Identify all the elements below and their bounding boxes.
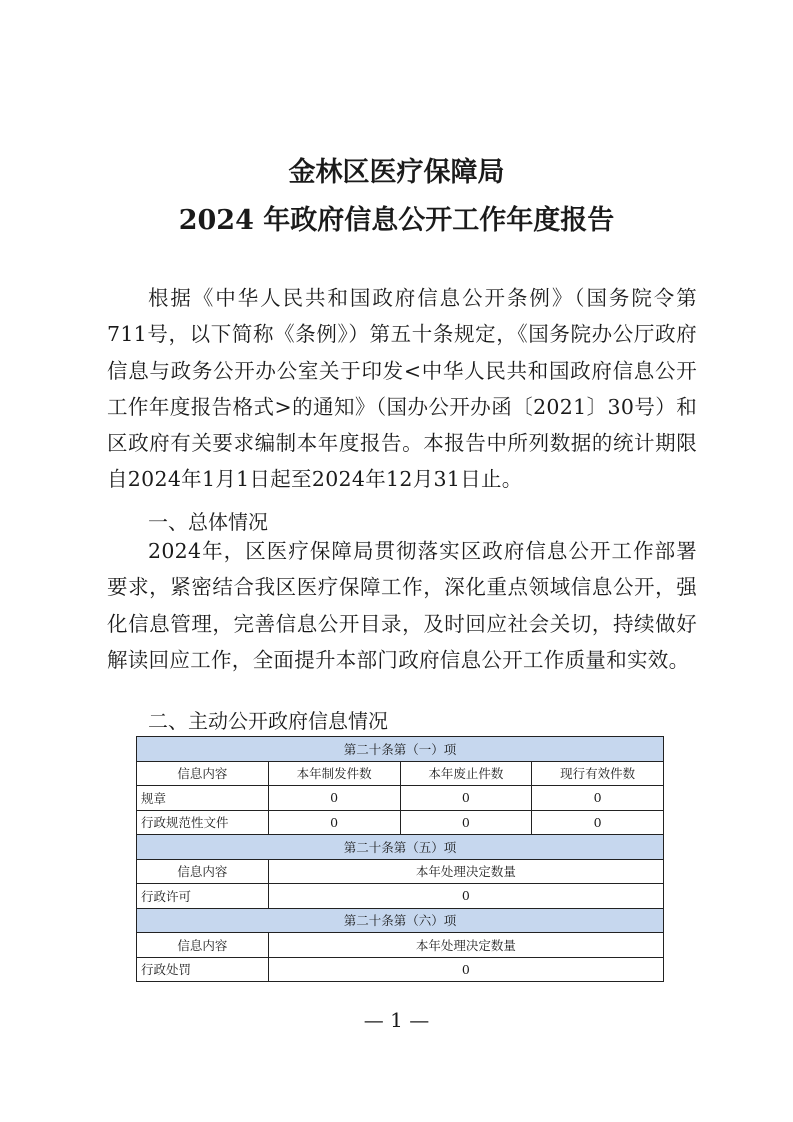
- cell-abolished: 0: [400, 786, 532, 811]
- section-2-heading: 二、主动公开政府信息情况: [148, 709, 388, 733]
- table-row: [137, 810, 664, 835]
- table-column-header-row: [137, 859, 664, 884]
- cell-made: 0: [268, 786, 400, 811]
- intro-paragraph: 根据《中华人民共和国政府信息公开条例》（国务院令第711号，以下简称《条例》）第五十条规定，《国务院办公厅政府信息与政务公开办公室关于印发<中华人民共和国政府信息公开工作年度报告格式>的通知》（国办公开办函〔2021〕30号）和区政府有关要求编制本年度报告。本报告中所列数据的统计期限自2024年1月1日起至2024年12月31日止。: [107, 286, 697, 492]
- section-title-article-20-1: 第二十条第（一）项: [137, 737, 664, 762]
- column-header: 信息内容: [137, 859, 269, 884]
- report-title-org: 金林区医疗保障局: [288, 157, 505, 188]
- section-title-article-20-6: 第二十条第（六）项: [137, 908, 664, 933]
- row-label: 规章: [137, 786, 269, 811]
- cell-valid: 0: [532, 786, 664, 811]
- table-section-header: [137, 835, 664, 860]
- row-label: 行政规范性文件: [137, 810, 269, 835]
- cell-valid: 0: [532, 810, 664, 835]
- column-header: 信息内容: [137, 933, 269, 958]
- table-column-header-row: [137, 761, 664, 786]
- table-row: [137, 786, 664, 811]
- table-row: [137, 957, 664, 982]
- table-row: [137, 884, 664, 909]
- section-1-heading: 一、总体情况: [148, 510, 268, 534]
- column-header: 本年处理决定数量: [268, 859, 663, 884]
- column-header: 本年制发件数: [268, 761, 400, 786]
- row-label: 行政许可: [137, 884, 269, 909]
- section-1-body: 2024年，区医疗保障局贯彻落实区政府信息公开工作部署要求，紧密结合我区医疗保障工作，深化重点领域信息公开，强化信息管理，完善信息公开目录，及时回应社会关切，持续做好解读回应工作，全面提升本部门政府信息公开工作质量和实效。: [107, 539, 697, 672]
- column-header: 信息内容: [137, 761, 269, 786]
- cell-made: 0: [268, 810, 400, 835]
- proactive-disclosure-table: [136, 736, 664, 982]
- row-label: 行政处罚: [137, 957, 269, 982]
- column-header: 现行有效件数: [532, 761, 664, 786]
- cell-count: 0: [268, 884, 663, 909]
- cell-abolished: 0: [400, 810, 532, 835]
- table-column-header-row: [137, 933, 664, 958]
- column-header: 本年处理决定数量: [268, 933, 663, 958]
- report-title-main: 2024 年政府信息公开工作年度报告: [178, 205, 615, 236]
- table-section-header: [137, 737, 664, 762]
- cell-count: 0: [268, 957, 663, 982]
- table-section-header: [137, 908, 664, 933]
- section-title-article-20-5: 第二十条第（五）项: [137, 835, 664, 860]
- page-number: — 1 —: [363, 1008, 430, 1032]
- column-header: 本年废止件数: [400, 761, 532, 786]
